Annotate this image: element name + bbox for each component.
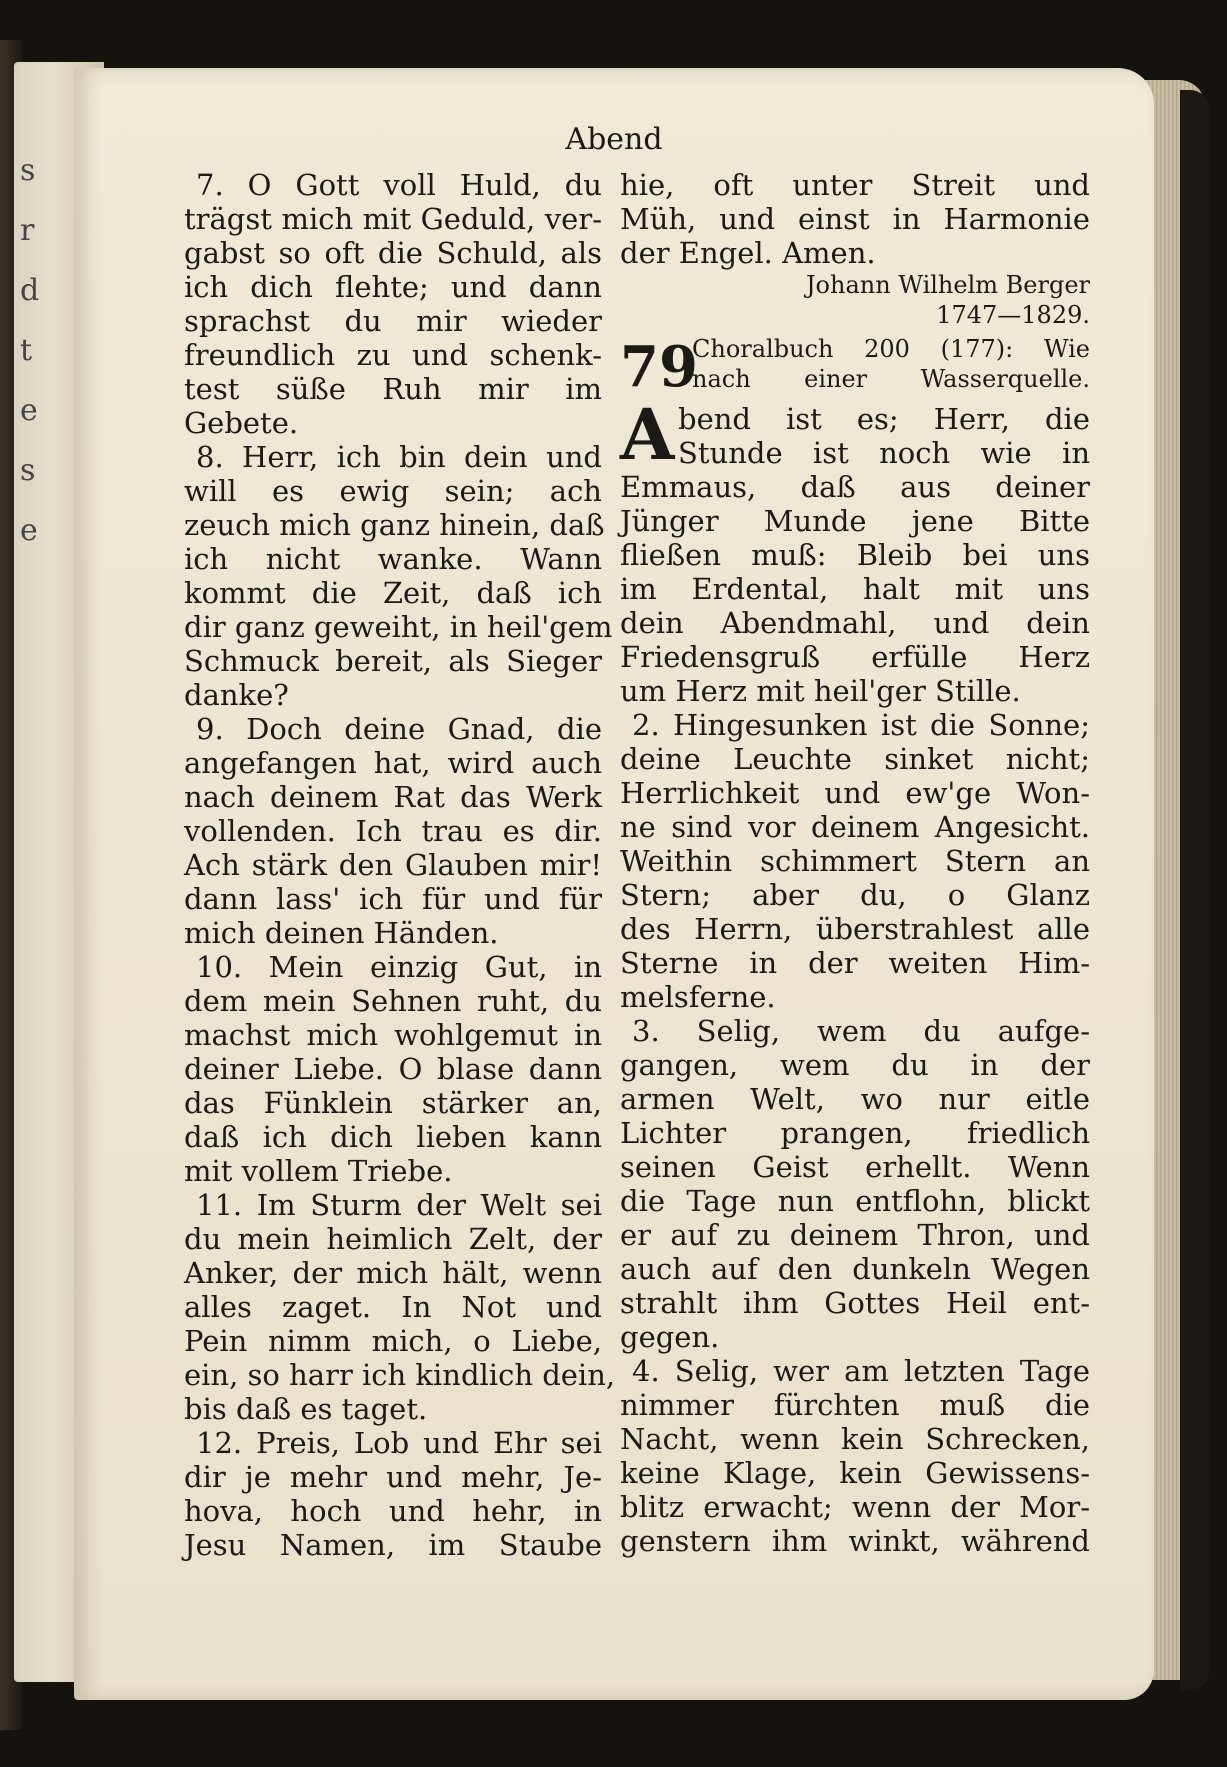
text-line: 10. Mein einzig Gut, in	[196, 950, 602, 984]
text-line: Anker, der mich hält, wenn	[184, 1256, 602, 1290]
previous-page-letter: e	[20, 513, 38, 548]
text-line: danke?	[184, 678, 289, 712]
text-line: auch auf den dunkeln Wegen	[620, 1252, 1090, 1286]
text-line: dein Abendmahl, und dein	[620, 606, 1090, 640]
text-line: 11. Im Sturm der Welt sei	[196, 1188, 602, 1222]
text-line: Sterne in der weiten Him-	[620, 946, 1090, 980]
right-column	[620, 168, 1090, 1558]
text-line: 4. Selig, wer am letzten Tage	[632, 1354, 1090, 1388]
text-line: zeuch mich ganz hinein, daß	[184, 508, 605, 542]
text-line: bis daß es taget.	[184, 1392, 428, 1426]
text-line: die Tage nun entflohn, blickt	[620, 1184, 1090, 1218]
verse-1-opening	[620, 393, 1090, 476]
text-line: Stern; aber du, o Glanz	[620, 878, 1090, 912]
text-line: Emmaus, daß aus deiner	[620, 470, 1090, 504]
text-line: nimmer fürchten muß die	[620, 1388, 1090, 1422]
text-line: mich deinen Händen.	[184, 916, 499, 950]
tune-line: Choralbuch 200 (177): Wie	[692, 335, 1090, 363]
text-line: im Erdental, halt mit uns	[620, 572, 1090, 606]
previous-page-letter: r	[20, 213, 35, 248]
text-line: Pein nimm mich, o Liebe,	[184, 1324, 602, 1358]
book-cover-edge	[1180, 90, 1210, 1690]
text-line: dir je mehr und mehr, Je-	[184, 1460, 602, 1494]
text-line: Lichter prangen, friedlich	[620, 1116, 1090, 1150]
book-page	[74, 68, 1154, 1700]
text-line: angefangen hat, wird auch	[184, 746, 602, 780]
text-line: blitz erwacht; wenn der Mor-	[620, 1490, 1090, 1524]
text-line: vollenden. Ich trau es dir.	[184, 814, 602, 848]
text-line: armen Welt, wo nur eitle	[620, 1082, 1090, 1116]
text-line: seinen Geist erhellt. Wenn	[620, 1150, 1090, 1184]
text-line: kommt die Zeit, daß ich	[184, 576, 602, 610]
text-line: mit vollem Triebe.	[184, 1154, 453, 1188]
text-line: Schmuck bereit, als Sieger	[184, 644, 602, 678]
text-line: ne sind vor deinem Angesicht.	[620, 810, 1090, 844]
text-line: Nacht, wenn kein Schrecken,	[620, 1422, 1090, 1456]
text-line: genstern ihm winkt, während	[620, 1524, 1090, 1558]
text-line: fließen muß: Bleib bei uns	[620, 538, 1090, 572]
text-line: Gebete.	[184, 406, 299, 440]
text-line: dir ganz geweiht, in heil'gem	[184, 610, 613, 644]
text-line: hie, oft unter Streit und	[620, 168, 1090, 202]
text-line: gegen.	[620, 1320, 720, 1354]
text-line: dem mein Sehnen ruht, du	[184, 984, 602, 1018]
author-years: 1747—1829.	[936, 301, 1090, 329]
text-line: deiner Liebe. O blase dann	[184, 1052, 602, 1086]
tune-reference	[692, 334, 1090, 394]
hymn-number: 79	[620, 334, 698, 400]
text-line: gangen, wem du in der	[620, 1048, 1090, 1082]
previous-page-letter: s	[20, 153, 36, 188]
text-line: um Herz mit heil'ger Stille.	[620, 674, 1021, 708]
previous-page-letter: d	[20, 273, 40, 308]
text-line: Herrlichkeit und ew'ge Won-	[620, 776, 1090, 810]
text-line: melsferne.	[620, 980, 776, 1014]
previous-page-letter: t	[20, 333, 33, 368]
text-line: hova, hoch und hehr, in	[184, 1494, 602, 1528]
text-line: Ach stärk den Glauben mir!	[184, 848, 602, 882]
text-line: will es ewig sein; ach	[184, 474, 602, 508]
text-line: Stunde ist noch wie in	[678, 436, 1090, 470]
text-line: dann lass' ich für und für	[184, 882, 602, 916]
text-line: nach deinem Rat das Werk	[184, 780, 602, 814]
text-line: du mein heimlich Zelt, der	[184, 1222, 602, 1256]
text-line: ich dich flehte; und dann	[184, 270, 602, 304]
text-line: bend ist es; Herr, die	[678, 402, 1090, 436]
previous-page-letter: s	[20, 453, 36, 488]
text-line: Jünger Munde jene Bitte	[620, 504, 1090, 538]
text-line: Weithin schimmert Stern an	[620, 844, 1090, 878]
text-line: das Fünklein stärker an,	[184, 1086, 602, 1120]
text-line: 7. O Gott voll Huld, du	[196, 168, 602, 202]
text-line: des Herrn, überstrahlest alle	[620, 912, 1090, 946]
text-line: 8. Herr, ich bin dein und	[196, 440, 602, 474]
text-line: daß ich dich lieben kann	[184, 1120, 602, 1154]
text-line: ich nicht wanke. Wann	[184, 542, 602, 576]
text-line: Friedensgruß erfülle Herz	[620, 640, 1090, 674]
previous-page-letter: e	[20, 393, 38, 428]
left-column	[184, 168, 616, 1562]
running-head: Abend	[565, 122, 663, 157]
text-line: keine Klage, kein Gewissens-	[620, 1456, 1090, 1490]
text-line: der Engel. Amen.	[620, 236, 876, 270]
text-line: deine Leuchte sinket nicht;	[620, 742, 1090, 776]
text-line: alles zaget. In Not und	[184, 1290, 602, 1324]
text-line: sprachst du mir wieder	[184, 304, 602, 338]
text-line: trägst mich mit Geduld, ver-	[184, 202, 602, 236]
text-line: test süße Ruh mir im	[184, 372, 602, 406]
text-line: machst mich wohlgemut in	[184, 1018, 602, 1052]
text-line: strahlt ihm Gottes Heil ent-	[620, 1286, 1090, 1320]
text-line: 3. Selig, wem du aufge-	[632, 1014, 1090, 1048]
author-name: Johann Wilhelm Berger	[805, 271, 1090, 299]
text-line: freundlich zu und schenk-	[184, 338, 602, 372]
text-line: ein, so harr ich kindlich dein,	[184, 1358, 616, 1392]
text-line: er auf zu deinem Thron, und	[620, 1218, 1090, 1252]
text-line: Jesu Namen, im Staube	[184, 1528, 602, 1562]
text-line: 9. Doch deine Gnad, die	[196, 712, 602, 746]
tune-line: nach einer Wasserquelle.	[692, 365, 1090, 393]
text-line: 12. Preis, Lob und Ehr sei	[196, 1426, 602, 1460]
drop-capital: A	[620, 393, 675, 476]
text-line: 2. Hingesunken ist die Sonne;	[632, 708, 1090, 742]
text-line: Müh, und einst in Harmonie	[620, 202, 1090, 236]
text-line: gabst so oft die Schuld, als	[184, 236, 602, 270]
hymn-heading	[620, 334, 1090, 402]
